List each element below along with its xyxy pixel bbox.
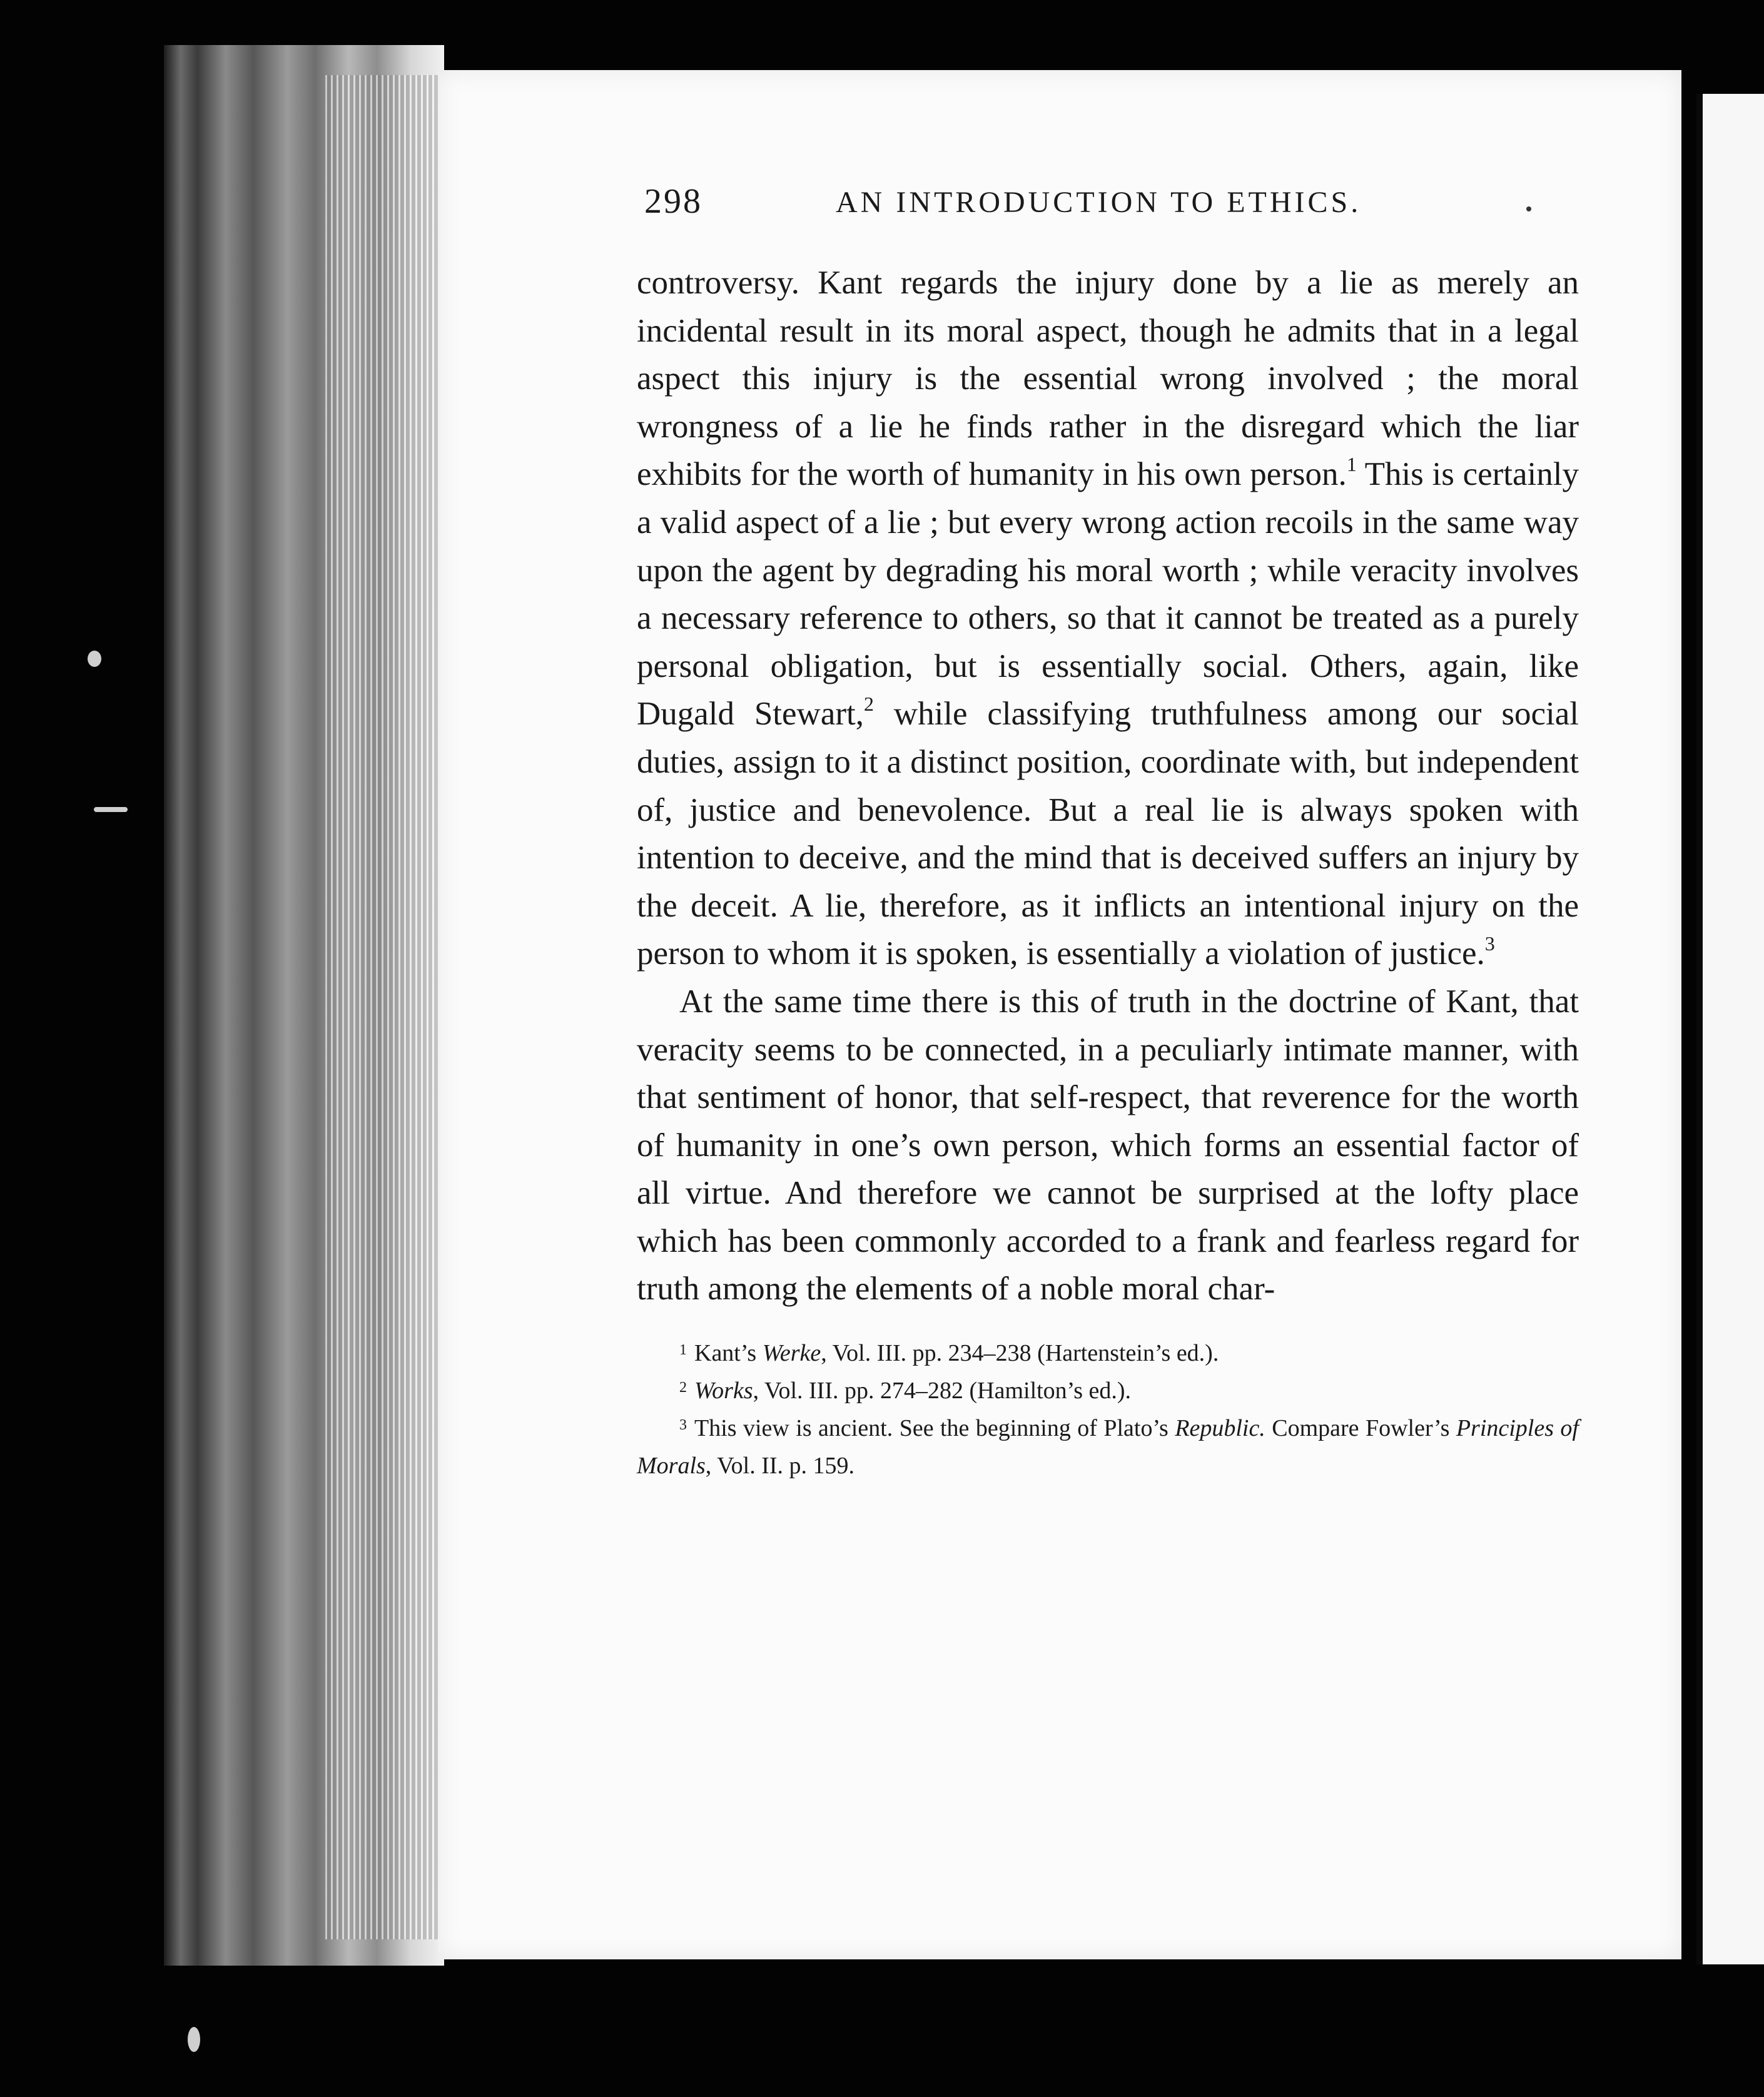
footnote-number: 3: [679, 1417, 687, 1434]
running-title: AN INTRODUCTION TO ETHICS.: [836, 186, 1362, 219]
footnote-text: , Vol. II. p. 159.: [705, 1453, 855, 1480]
footnote-title: Werke: [762, 1340, 821, 1367]
footnote-number: 1: [679, 1342, 687, 1359]
footnote-title: Principles of Morals: [637, 1415, 1579, 1480]
paragraph-1-part-a: controversy. Kant regards the injury done by a lie as merely an incidental result in its moral aspect, though he admits that in a legal aspect this injury is the essential wrong involved ; the moral wrongness of a lie he finds rather in the disregard which the liar exhibits for the worth of humanity in his own person.: [637, 265, 1579, 493]
paragraph-1: [637, 259, 1579, 978]
footnote-title: Works: [694, 1378, 753, 1404]
page-number: 298: [644, 182, 702, 221]
dust-speck: [94, 807, 128, 812]
footnote-ref-3: 3: [1484, 932, 1495, 955]
footnotes: [637, 1334, 1579, 1485]
footnote-1: [637, 1334, 1579, 1372]
footnote-number: 2: [679, 1379, 687, 1396]
footnote-text: , Vol. III. pp. 234–238 (Hartenstein’s ed.).: [821, 1340, 1219, 1367]
footnote-text: Kant’s: [694, 1340, 763, 1367]
footnote-text: , Vol. III. pp. 274–282 (Hamilton’s ed.).: [753, 1378, 1132, 1404]
running-head: [637, 181, 1579, 238]
footnote-text: This view is ancient. See the beginning of Plato’s: [694, 1415, 1175, 1442]
footnote-ref-2: 2: [863, 693, 874, 716]
dust-speck: [188, 2027, 200, 2052]
paragraph-1-part-b: This is certainly a valid aspect of a lie ; but every wrong action recoils in the same way upon the agent by degrading his moral worth ; while veracity involves a necessary reference to others, so that it cannot be treated as a purely personal obligation, but is essentially social. Others, again, like Dugald Stewart,: [637, 456, 1579, 733]
footnote-3: [637, 1409, 1579, 1485]
facing-page-edge: [1696, 94, 1764, 1964]
body-text: [637, 259, 1579, 1313]
footnote-text: Compare Fowler’s: [1265, 1415, 1456, 1442]
footnote-title: Republic.: [1175, 1415, 1265, 1442]
dust-speck: [88, 651, 101, 667]
page-content: [637, 181, 1579, 1485]
footnote-2: [637, 1372, 1579, 1409]
paragraph-2: At the same time there is this of truth in the doctrine of Kant, that veracity seems to be connected, in a peculiarly intimate manner, with that sentiment of honor, that self-respect, that reverence for the worth of humanity in one’s own person, which forms an essential factor of all virtue. And therefore we cannot be surprised at the lofty place which has been commonly accorded to a frank and fearless regard for truth among the elements of a noble moral char-: [637, 983, 1579, 1307]
paragraph-1-part-c: while classifying truthfulness among our social duties, assign to it a distinct position, coordinate with, but independent of, justice and benevolence. But a real lie is always spoken with intention to deceive, and the mind that is deceived suffers an injury by the deceit. A lie, therefore, as it inflicts an intentional injury on the person to whom it is spoken, is essentially a violation of justice.: [637, 696, 1579, 972]
footnote-ref-1: 1: [1346, 453, 1357, 476]
page-edge-lines: [325, 75, 444, 1939]
